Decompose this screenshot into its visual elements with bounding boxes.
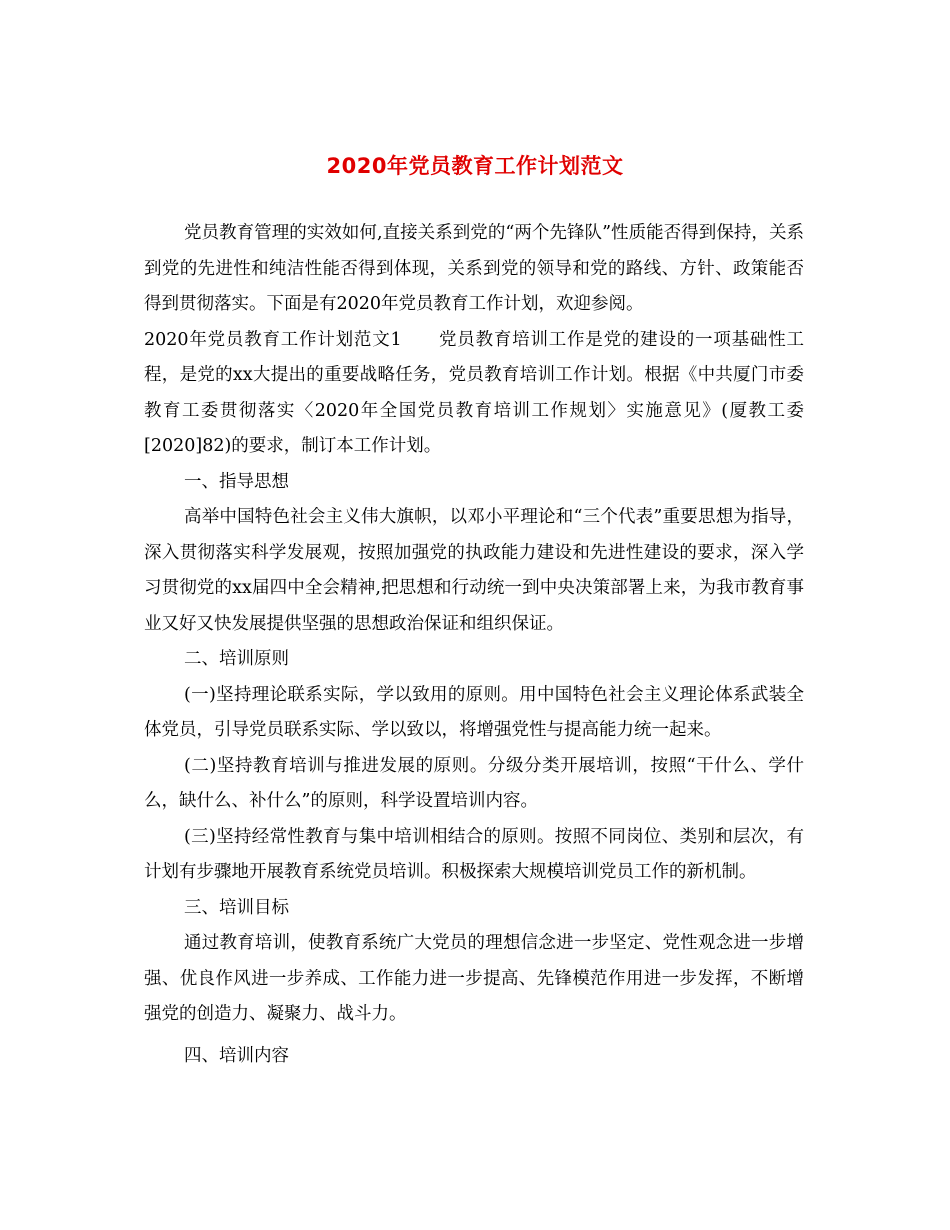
paragraph-guiding-thought: 高举中国特色社会主义伟大旗帜，以邓小平理论和“三个代表”重要思想为指导，深入贯彻落实科学发展观，按照加强党的执政能力建设和先进性建设的要求，深入学习贯彻党的xx届四中全会精神,把思想和行动统一到中央决策部署上来，为我市教育事业又好又快发展提供坚强的思想政治保证和组织保证。 [144,507,804,634]
paragraph-training-goals: 通过教育培训，使教育系统广大党员的理想信念进一步坚定、党性观念进一步增强、优良作风进一步养成、工作能力进一步提高、先锋模范作用进一步发挥，不断增强党的创造力、凝聚力、战斗力。 [144,933,804,1024]
section-heading-guiding-thought: 一、指导思想 [184,471,289,492]
document-body [144,216,804,1074]
paragraph-principle-1: (一)坚持理论联系实际，学以致用的原则。用中国特色社会主义理论体系武装全体党员，引导党员联系实际、学以致以，将增强党性与提高能力统一起来。 [144,684,804,740]
paragraph-principle-3: (三)坚持经常性教育与集中培训相结合的原则。按照不同岗位、类别和层次，有计划有步骤地开展教育系统党员培训。积极探索大规模培训党员工作的新机制。 [144,826,804,882]
paragraph-intro: 党员教育管理的实效如何,直接关系到党的“两个先锋队”性质能否得到保持，关系到党的先进性和纯洁性能否得到体现，关系到党的领导和党的路线、方针、政策能否得到贯彻落实。下面是有2020年党员教育工作计划，欢迎参阅。 [144,223,804,314]
paragraph-principle-2: (二)坚持教育培训与推进发展的原则。分级分类开展培训，按照“干什么、学什么，缺什么、补什么”的原则，科学设置培训内容。 [144,755,804,811]
paragraph-plan-1: 2020年党员教育工作计划范文1 党员教育培训工作是党的建设的一项基础性工程，是党的xx大提出的重要战略任务，党员教育培训工作计划。根据《中共厦门市委教育工委贯彻落实〈2020年全国党员教育培训工作规划〉实施意见》(厦教工委[2020]82)的要求，制订本工作计划。 [144,329,804,456]
section-heading-training-goals: 三、培训目标 [184,897,289,918]
document-title: 2020年党员教育工作计划范文 [326,154,624,179]
section-heading-training-content: 四、培训内容 [184,1045,289,1066]
section-heading-training-principles: 二、培训原则 [184,649,289,669]
